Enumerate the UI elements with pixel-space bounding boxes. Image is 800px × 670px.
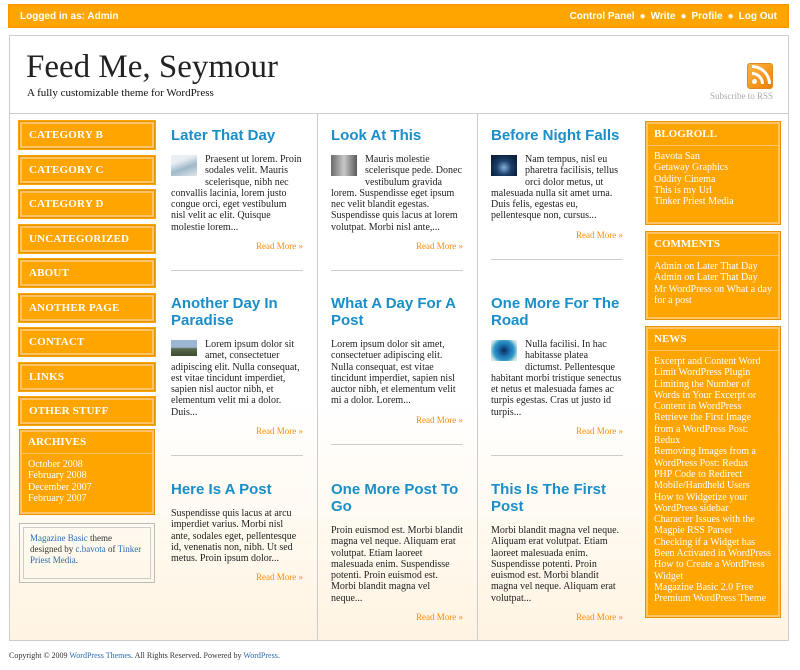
post-title[interactable]: Before Night Falls bbox=[491, 127, 620, 144]
logged-in-label: Logged in as: bbox=[20, 11, 85, 22]
news-list bbox=[646, 351, 780, 611]
news-link[interactable]: Character Issues with the Magpie RSS Parser bbox=[654, 514, 755, 537]
read-more-link[interactable]: Read More » bbox=[416, 241, 463, 252]
post-title[interactable]: Later That Day bbox=[171, 127, 276, 144]
blogroll-list bbox=[646, 146, 780, 213]
blogroll-link[interactable]: Oddity Cinema bbox=[654, 173, 716, 185]
blogroll-link[interactable]: Getaway Graphics bbox=[654, 162, 729, 174]
blogroll-title: BLOGROLL bbox=[646, 122, 780, 146]
post-card bbox=[171, 481, 303, 582]
post-title[interactable]: One More Post To Go bbox=[331, 481, 459, 515]
admin-nav bbox=[570, 11, 777, 22]
post-excerpt: Proin euismod est. Morbi blandit magna vel neque. Aliquam erat volutpat. Etiam laoreet malesuada enim. Suspendisse potenti. Proin euismod est. Morbi blandit magna vel neque... bbox=[331, 525, 463, 604]
nav-category-c[interactable]: CATEGORY C bbox=[19, 156, 155, 184]
nav-category-b[interactable]: CATEGORY B bbox=[19, 121, 155, 149]
archive-link[interactable]: February 2008 bbox=[28, 470, 87, 482]
post-title[interactable]: Here Is A Post bbox=[171, 481, 272, 498]
post-separator bbox=[491, 259, 623, 260]
rss-icon[interactable] bbox=[747, 63, 773, 89]
post-excerpt: Nam tempus, nisl eu pharetra facilisis, tellus orci dolor metus, ut malesuada nulla sit amet urna. Duis felis, egestas eu, pellentesque non, cursus... bbox=[491, 154, 619, 222]
category-nav bbox=[19, 121, 155, 432]
blogroll-link[interactable]: Tinker Priest Media bbox=[654, 196, 734, 208]
comment-link[interactable]: Admin on Later That Day bbox=[654, 261, 758, 272]
post-card bbox=[171, 295, 303, 456]
archive-link[interactable]: October 2008 bbox=[28, 459, 83, 470]
nav-another-page[interactable]: ANOTHER PAGE bbox=[19, 294, 155, 322]
post-thumbnail[interactable] bbox=[171, 340, 197, 356]
read-more-link[interactable]: Read More » bbox=[416, 612, 463, 623]
bullet-separator: ● bbox=[727, 11, 734, 22]
news-link[interactable]: Limiting the Number of Words in Your Excerpt or Content in WordPress bbox=[654, 378, 757, 413]
read-more-link[interactable]: Read More » bbox=[576, 229, 623, 240]
read-more-link[interactable]: Read More » bbox=[576, 426, 623, 437]
credit-text: theme designed by bbox=[30, 533, 112, 554]
footer-text: Copyright © 2009 bbox=[9, 651, 70, 660]
post-card bbox=[491, 295, 623, 456]
news-link[interactable]: How to Widgetize your WordPress sidebar bbox=[654, 491, 748, 514]
archives-list bbox=[20, 454, 154, 510]
column-divider bbox=[317, 114, 318, 640]
subscribe-rss-link[interactable]: Subscribe to RSS bbox=[710, 91, 774, 101]
post-excerpt: Mauris molestie scelerisque pede. Donec vestibulum gravida lorem. Suspendisse eget ipsum nec velit blandit egestas. Suspendisse quis lacus at lorem volutpat. Morbi nisl ante,... bbox=[331, 154, 462, 233]
post-separator bbox=[331, 444, 463, 445]
blogroll-link[interactable]: This is my Url bbox=[654, 184, 713, 196]
post-thumbnail[interactable] bbox=[171, 155, 197, 176]
site-footer bbox=[9, 651, 280, 660]
comment-link[interactable]: Mr WordPress on What a day for a post bbox=[654, 283, 772, 306]
credit-text: of bbox=[105, 544, 118, 554]
post-thumbnail[interactable] bbox=[331, 155, 357, 176]
news-title: NEWS bbox=[646, 327, 780, 351]
bullet-separator: ● bbox=[639, 11, 646, 22]
post-card bbox=[331, 127, 463, 271]
wordpress-themes-link[interactable]: WordPress Themes bbox=[69, 651, 132, 660]
post-card bbox=[491, 127, 623, 260]
site-title[interactable]: Feed Me, Seymour bbox=[26, 49, 279, 85]
news-link[interactable]: How to Create a WordPress Widget bbox=[654, 559, 765, 582]
news-link[interactable]: Checking if a Widget has Been Activated in WordPress bbox=[654, 536, 772, 560]
post-title[interactable]: This Is The First Post bbox=[491, 481, 607, 515]
wordpress-link[interactable]: WordPress bbox=[243, 651, 278, 660]
post-title[interactable]: Look At This bbox=[331, 127, 422, 144]
news-link[interactable]: Magazine Basic 2.0 Free Premium WordPress Theme bbox=[654, 581, 767, 605]
blogroll-widget bbox=[645, 121, 781, 225]
comment-link[interactable]: Admin on Later That Day bbox=[654, 272, 758, 284]
news-link[interactable]: Removing Images from a WordPress Post: Redux bbox=[654, 446, 756, 469]
admin-bar bbox=[8, 4, 789, 28]
post-separator bbox=[491, 455, 623, 456]
theme-credit-box bbox=[19, 523, 155, 583]
studio-link[interactable]: Tinker Priest Media bbox=[30, 544, 142, 565]
post-thumbnail[interactable] bbox=[491, 340, 517, 361]
post-excerpt: Lorem ipsum dolor sit amet, consectetuer adipiscing elit. Nulla consequat, est vitae tincidunt imperdiet, sapien nisl auctor nibh, et elementum velit mi a dolor. Lorem... bbox=[331, 339, 456, 407]
credit-text: . bbox=[75, 555, 78, 565]
nav-contact[interactable]: CONTACT bbox=[19, 328, 155, 356]
nav-uncategorized[interactable]: UNCATEGORIZED bbox=[19, 225, 155, 253]
main-content bbox=[9, 114, 789, 641]
post-card bbox=[491, 481, 623, 622]
column-divider bbox=[477, 114, 478, 640]
post-excerpt: Lorem ipsum dolor sit amet, consectetuer adipiscing elit. Nulla consequat, est vitae tincidunt imperdiet, sapien nisl auctor nibh, et elementum velit mi a dolor. Duis... bbox=[171, 339, 300, 418]
post-excerpt: Nulla facilisi. In hac habitasse platea dictumst. Pellentesque habitant morbi tristique senectus et netus et malesuada fames ac turpis egestas. Cras ut justo id turpis... bbox=[491, 339, 622, 418]
footer-text: . All Rights Reserved. Powered by bbox=[131, 651, 244, 660]
news-link[interactable]: PHP Code to Redirect Mobile/Handheld Users bbox=[654, 468, 750, 492]
comments-list bbox=[646, 256, 780, 312]
post-title[interactable]: One More For The Road bbox=[491, 295, 620, 329]
archives-widget bbox=[19, 429, 155, 515]
bullet-separator: ● bbox=[680, 11, 687, 22]
site-tagline: A fully customizable theme for WordPress bbox=[27, 87, 214, 99]
author-link[interactable]: c.bavota bbox=[75, 544, 106, 554]
control-panel-link[interactable]: Control Panel bbox=[569, 11, 635, 22]
read-more-link[interactable]: Read More » bbox=[416, 414, 463, 425]
post-title[interactable]: Another Day In Paradise bbox=[171, 295, 278, 329]
archive-link[interactable]: February 2007 bbox=[28, 492, 87, 504]
post-excerpt: Suspendisse quis lacus at arcu imperdiet varius. Morbi nisl ante, sodales eget, pellentesque id, venenatis non, nibh. Ut sed metus. Proin ipsum dolor... bbox=[171, 508, 297, 565]
news-widget bbox=[645, 326, 781, 618]
post-card bbox=[331, 295, 463, 445]
archives-title: ARCHIVES bbox=[20, 430, 154, 454]
post-card bbox=[331, 481, 463, 622]
post-separator bbox=[171, 270, 303, 271]
logged-in-user[interactable]: Admin bbox=[87, 11, 119, 22]
nav-links[interactable]: LINKS bbox=[19, 363, 155, 391]
theme-link[interactable]: Magazine Basic bbox=[30, 533, 88, 543]
nav-other-stuff[interactable]: OTHER STUFF bbox=[19, 397, 155, 425]
post-excerpt: Morbi blandit magna vel neque. Aliquam erat volutpat. Etiam laoreet malesuada enim. Suspendisse potenti. Proin euismod est. Morbi blandit magna vel neque. Aliquam erat volutpat... bbox=[491, 525, 620, 604]
post-separator bbox=[171, 455, 303, 456]
comments-title: COMMENTS bbox=[646, 232, 780, 256]
right-sidebar bbox=[645, 121, 781, 618]
nav-category-d[interactable]: CATEGORY D bbox=[19, 190, 155, 218]
news-link[interactable]: Excerpt and Content Word Limit WordPress Plugin bbox=[654, 356, 761, 379]
site-header bbox=[9, 35, 789, 114]
post-separator bbox=[331, 270, 463, 271]
comments-widget bbox=[645, 231, 781, 320]
post-thumbnail[interactable] bbox=[491, 155, 517, 176]
read-more-link[interactable]: Read More » bbox=[256, 241, 303, 252]
footer-text: . bbox=[277, 651, 280, 660]
profile-link[interactable]: Profile bbox=[691, 11, 723, 22]
read-more-link[interactable]: Read More » bbox=[256, 426, 303, 437]
read-more-link[interactable]: Read More » bbox=[256, 572, 303, 583]
write-link[interactable]: Write bbox=[650, 11, 676, 22]
log-out-link[interactable]: Log Out bbox=[738, 11, 777, 22]
post-excerpt: Praesent ut lorem. Proin sodales velit. Mauris scelerisque, nibh nec convallis lacinia, lorem justo congue orci, eget vestibulum nisl velit ac elit. Quisque molestie lorem... bbox=[171, 154, 302, 233]
post-title[interactable]: What A Day For A Post bbox=[331, 295, 456, 329]
read-more-link[interactable]: Read More » bbox=[576, 612, 623, 623]
blogroll-link[interactable]: Bavota San bbox=[654, 151, 700, 162]
nav-about[interactable]: ABOUT bbox=[19, 259, 155, 287]
post-card bbox=[171, 127, 303, 271]
logged-in-status bbox=[20, 11, 119, 22]
theme-credit bbox=[23, 527, 151, 579]
news-link[interactable]: Retrieve the First Image from a WordPress Post: Redux bbox=[654, 412, 751, 447]
archive-link[interactable]: December 2007 bbox=[28, 481, 92, 493]
